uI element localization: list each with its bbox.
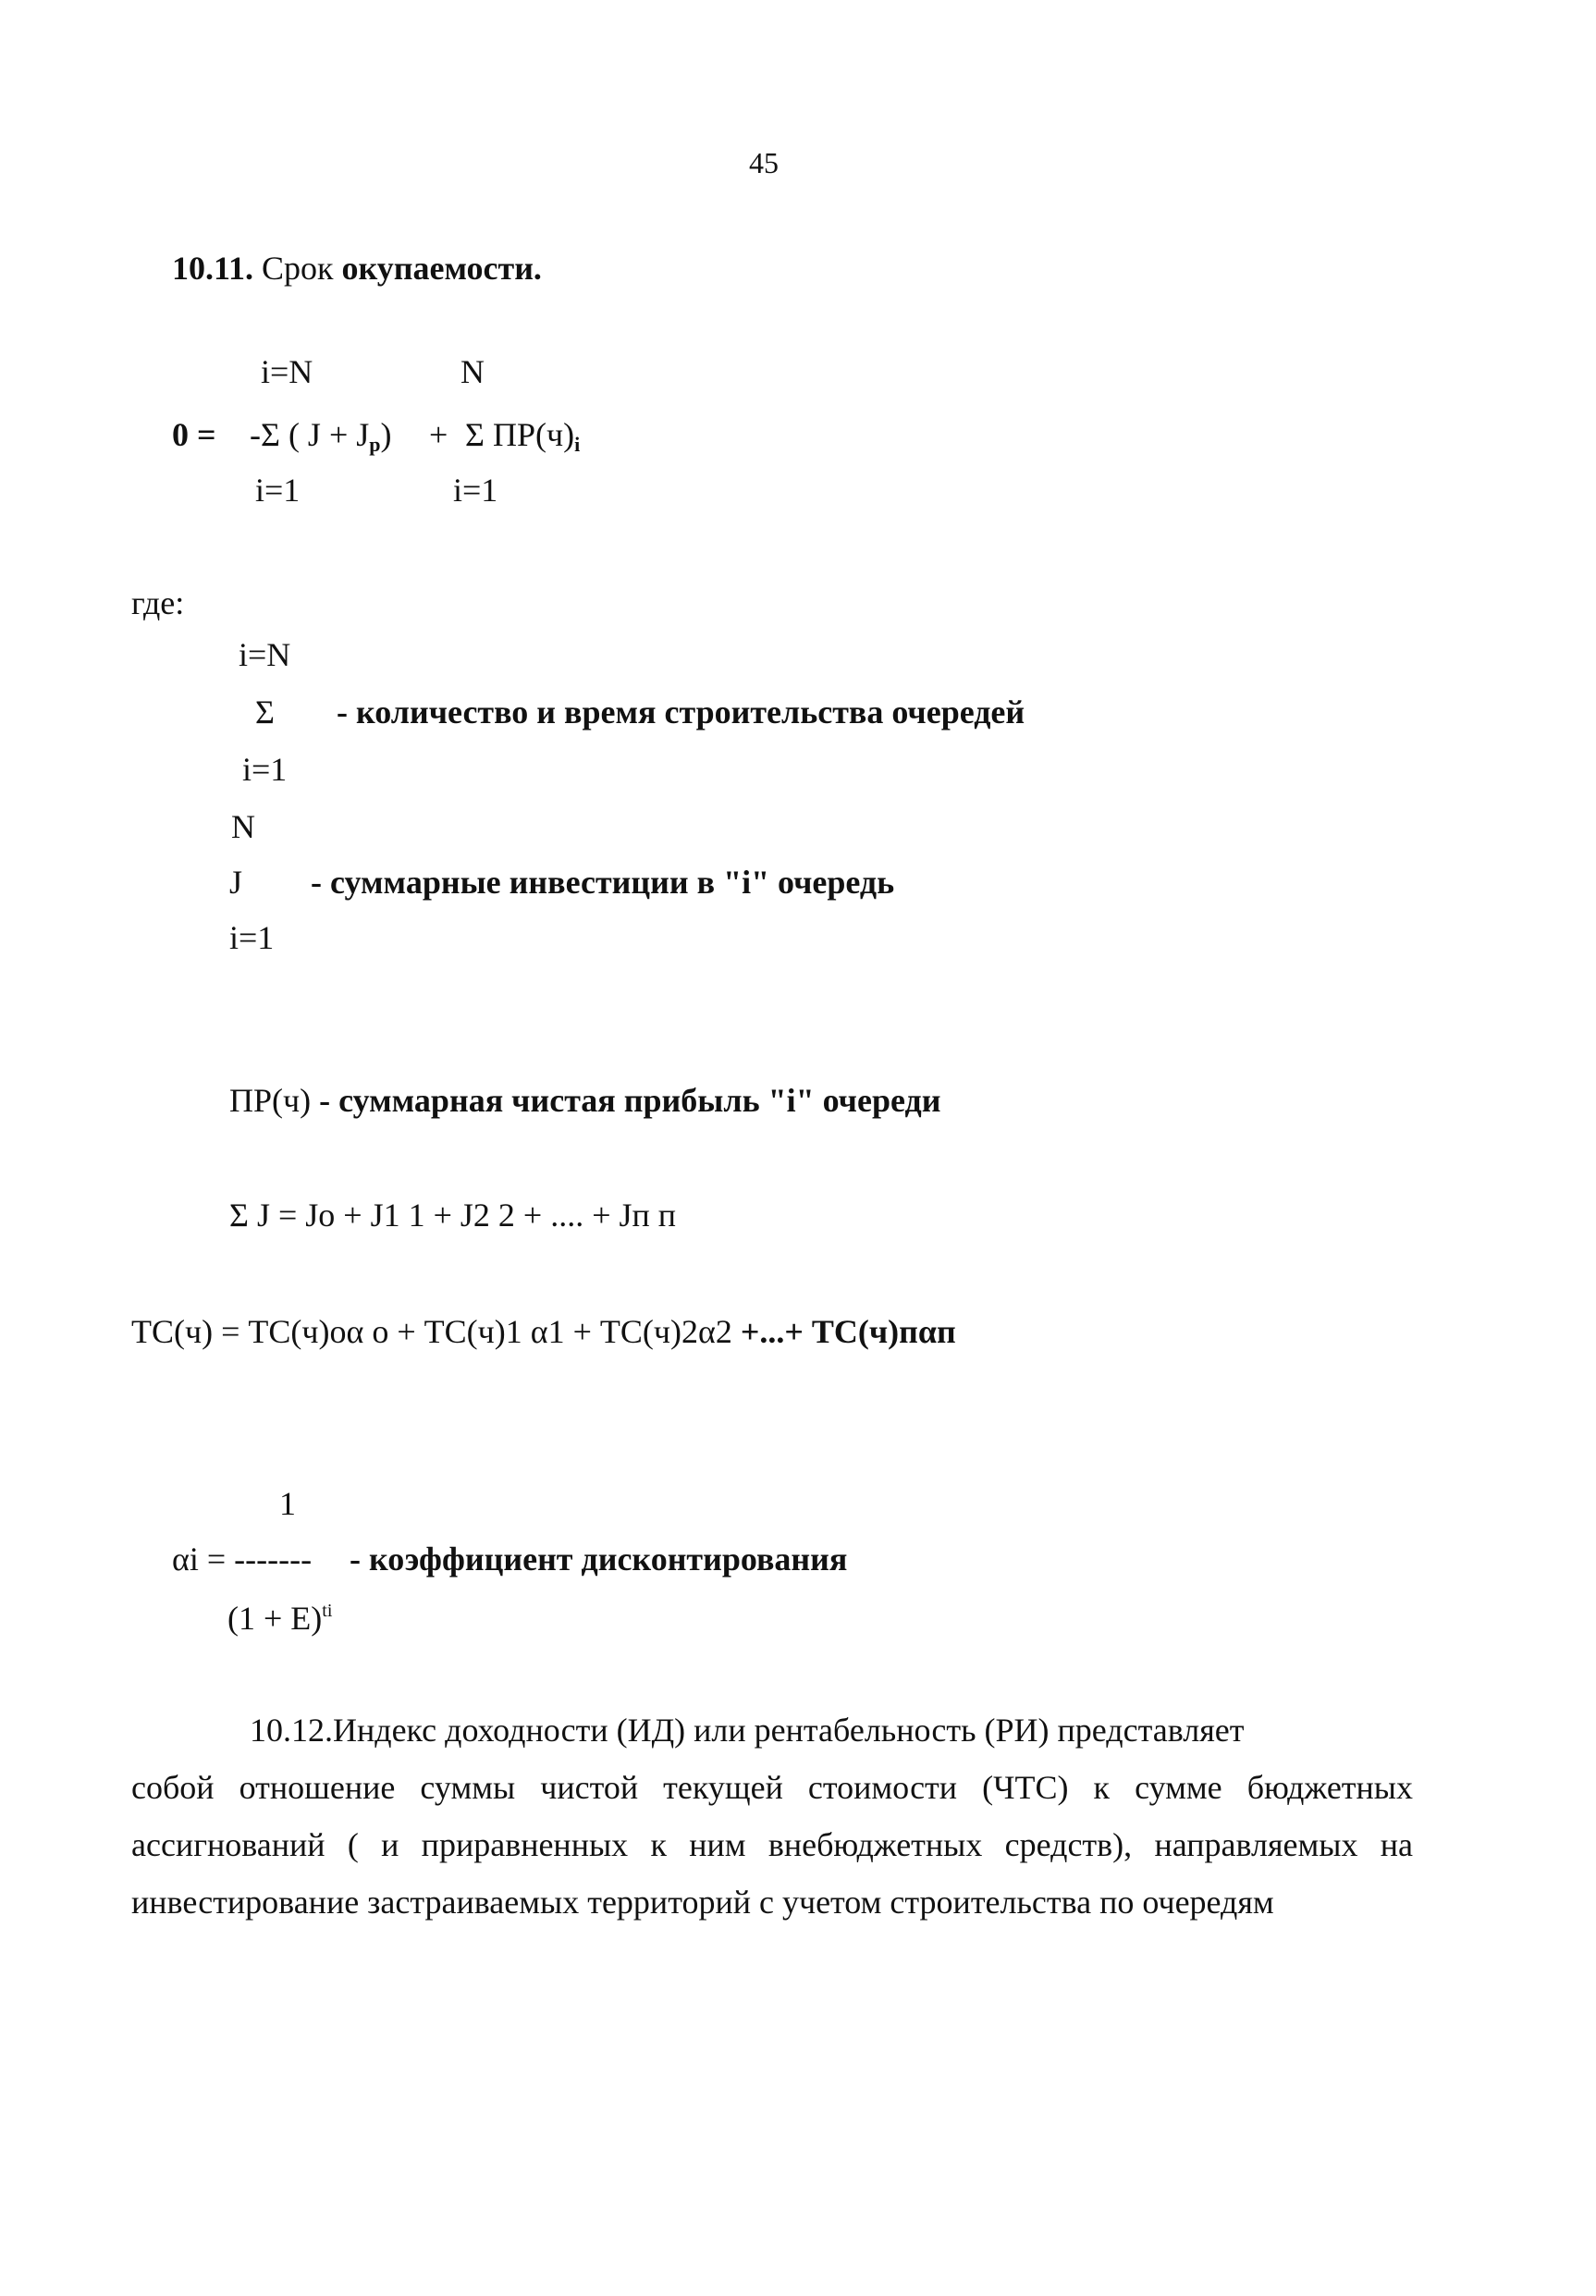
alpha-description: - коэффициент дисконтирования (350, 1541, 848, 1578)
paragraph-10-12-first-line: 10.12.Индекс доходности (ИД) или рентабельность (РИ) представляет (250, 1712, 1245, 1749)
def-sum-lower-limit: i=1 (242, 751, 288, 788)
def-j-description: - суммарные инвестиции в "i" очередь (311, 864, 895, 901)
def-j-symbol: J (229, 864, 243, 901)
alpha-denominator (227, 1602, 332, 1635)
formula-term1-sub: р (369, 433, 381, 456)
formula-term2-text: Σ ПР(ч) (465, 416, 575, 453)
def-j-lower-limit: i=1 (229, 919, 275, 956)
formula-lhs: 0 = (172, 416, 216, 453)
paragraph-10-12 (131, 1701, 1413, 1931)
section-title-plain: Срок (262, 250, 334, 287)
definition-profit (229, 1084, 940, 1117)
def-pr-symbol: ПР(ч) (229, 1082, 312, 1119)
page-number: 45 (749, 146, 779, 179)
formula-tc-plain: ТС(ч) = ТС(ч)оα о + ТС(ч)1 α1 + ТС(ч)2α2 (131, 1313, 732, 1350)
paragraph-10-12-body: собой отношение суммы чистой текущей стоимости (ЧТС) к сумме бюджетных ассигнований ( и приравненных к ним внебюджетных средств), направляемых на инвестирование застраиваемых территорий с учетом строительства по очередям (131, 1769, 1413, 1921)
where-label: где: (131, 584, 185, 621)
section-number: 10.11. (172, 250, 254, 287)
def-sum-symbol: Σ (255, 694, 275, 731)
formula-term1-close: ) (380, 416, 392, 453)
def-pr-description: - суммарная чистая прибыль "i" очереди (319, 1082, 941, 1119)
formula-lower-limit-left: i=1 (255, 472, 301, 509)
def-sum-description: - количество и время строительства очередей (337, 694, 1025, 731)
formula-upper-limit-left: i=N (261, 353, 313, 390)
def-j-upper-limit: N (231, 808, 255, 845)
alpha-lhs: αi = ------- (172, 1541, 313, 1578)
formula-upper-limit-right: N (460, 353, 485, 390)
section-title-bold: окупаемости. (341, 250, 542, 287)
section-heading-10-11 (172, 252, 542, 285)
formula-term-profit (465, 418, 580, 455)
formula-term2-sub: i (574, 433, 581, 456)
formula-term1-text: -Σ ( J + J (250, 416, 370, 453)
alpha-numerator: 1 (279, 1485, 296, 1522)
def-sum-upper-limit: i=N (239, 636, 291, 673)
formula-lower-limit-right: i=1 (453, 472, 498, 509)
formula-current-value (131, 1315, 956, 1348)
formula-tc-bold: +...+ ТС(ч)пαп (731, 1313, 956, 1350)
formula-plus: + (429, 416, 448, 453)
alpha-denominator-base: (1 + E) (227, 1600, 323, 1637)
formula-term-investments (250, 418, 392, 455)
formula-sum-investments: Σ J = Jo + J1 1 + J2 2 + .... + Jп п (229, 1197, 677, 1234)
alpha-denominator-exponent: ti (322, 1601, 333, 1621)
